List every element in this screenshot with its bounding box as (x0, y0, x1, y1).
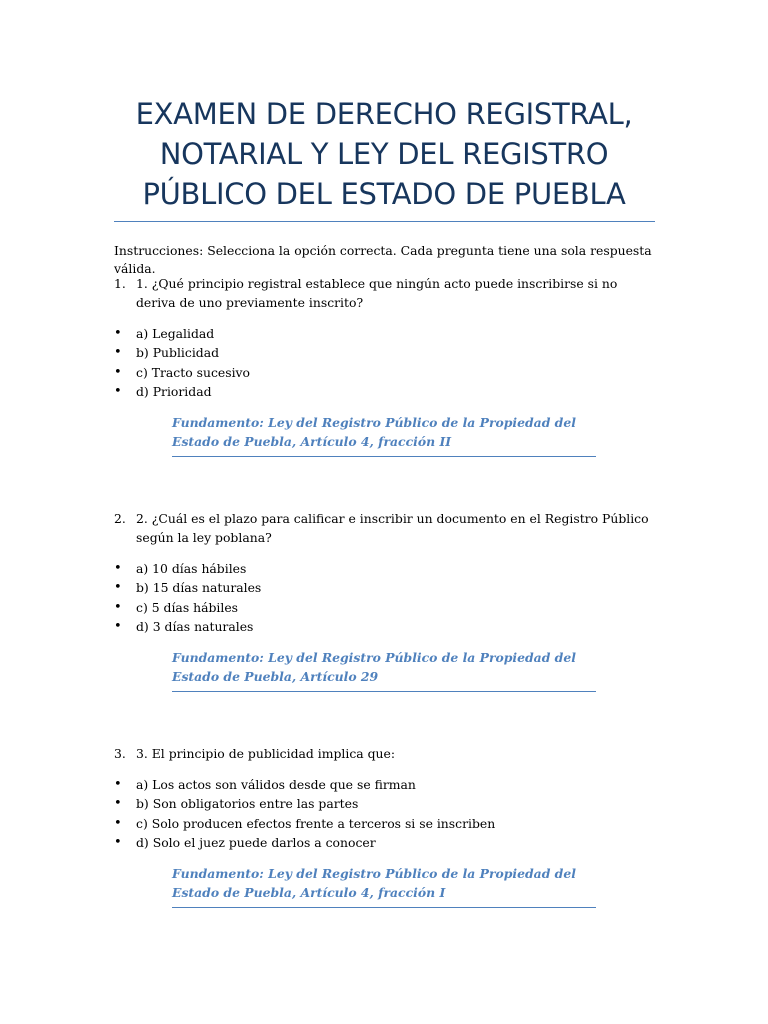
bullet-icon: • (114, 834, 122, 850)
bullet-icon: • (114, 599, 122, 615)
bullet-icon: • (114, 618, 122, 634)
question-3-text: 3. El principio de publicidad implica que: (136, 746, 396, 761)
option-label: c) 5 días hábiles (136, 599, 239, 615)
question-2-prompt (114, 509, 674, 547)
question-2 (114, 509, 674, 692)
question-3-option-a (114, 775, 674, 794)
question-1-option-a (114, 324, 674, 343)
question-2-option-a (114, 559, 674, 578)
option-label: a) Los actos son válidos desde que se firman (136, 777, 416, 792)
option-label: b) Son obligatorios entre las partes (136, 796, 359, 812)
question-2-options (114, 559, 674, 636)
bullet-icon: • (114, 383, 122, 399)
question-3-fundamento: Fundamento: Ley del Registro Público de la Propiedad del Estado de Puebla, Artículo 4, fracción I (172, 864, 596, 908)
bullet-icon: • (114, 326, 122, 341)
bullet-icon: • (114, 777, 122, 792)
question-1-option-c (114, 363, 674, 382)
question-2-option-d (114, 617, 674, 636)
bullet-icon: • (114, 580, 122, 596)
option-label: a) 10 días hábiles (136, 561, 247, 576)
question-2-fundamento: Fundamento: Ley del Registro Público de la Propiedad del Estado de Puebla, Artículo 29 (172, 648, 596, 692)
instructions: Instrucciones: Selecciona la opción correcta. Cada pregunta tiene una sola respuesta válida. (114, 243, 652, 276)
option-label: a) Legalidad (136, 326, 215, 341)
document-title: EXAMEN DE DERECHO REGISTRAL, NOTARIAL Y LEY DEL REGISTRO PÚBLICO DEL ESTADO DE PUEBLA (135, 97, 633, 211)
option-label: d) Solo el juez puede darlos a conocer (136, 834, 376, 850)
question-2-text: 2. ¿Cuál es el plazo para calificar e inscribir un documento en el Registro Público según la ley poblana? (136, 511, 649, 545)
title-divider (114, 221, 655, 222)
question-3 (114, 744, 674, 908)
question-1 (114, 274, 674, 457)
bullet-icon: • (114, 561, 122, 576)
question-3-prompt (114, 744, 674, 763)
bullet-icon: • (114, 345, 122, 361)
question-3-options (114, 775, 674, 852)
question-1-number: 1. (114, 276, 126, 291)
option-label: d) 3 días naturales (136, 618, 254, 634)
option-label: b) 15 días naturales (136, 580, 262, 596)
question-3-option-d (114, 833, 674, 852)
question-3-option-b (114, 794, 674, 813)
question-1-text: 1. ¿Qué principio registral establece que ningún acto puede inscribirse si no deriva de uno previamente inscrito? (136, 276, 618, 310)
question-1-options (114, 324, 674, 401)
bullet-icon: • (114, 364, 122, 380)
question-1-option-d (114, 382, 674, 401)
bullet-icon: • (114, 796, 122, 812)
question-2-option-c (114, 598, 674, 617)
option-label: d) Prioridad (136, 383, 212, 399)
question-2-option-b (114, 578, 674, 597)
question-1-fundamento: Fundamento: Ley del Registro Público de la Propiedad del Estado de Puebla, Artículo 4, fracción II (172, 413, 596, 457)
option-label: c) Solo producen efectos frente a terceros si se inscriben (136, 815, 496, 831)
question-1-option-b (114, 343, 674, 362)
option-label: c) Tracto sucesivo (136, 364, 250, 380)
question-3-option-c (114, 814, 674, 833)
question-3-number: 3. (114, 746, 126, 761)
bullet-icon: • (114, 815, 122, 831)
option-label: b) Publicidad (136, 345, 220, 361)
question-1-prompt (114, 274, 674, 312)
question-2-number: 2. (114, 511, 126, 526)
